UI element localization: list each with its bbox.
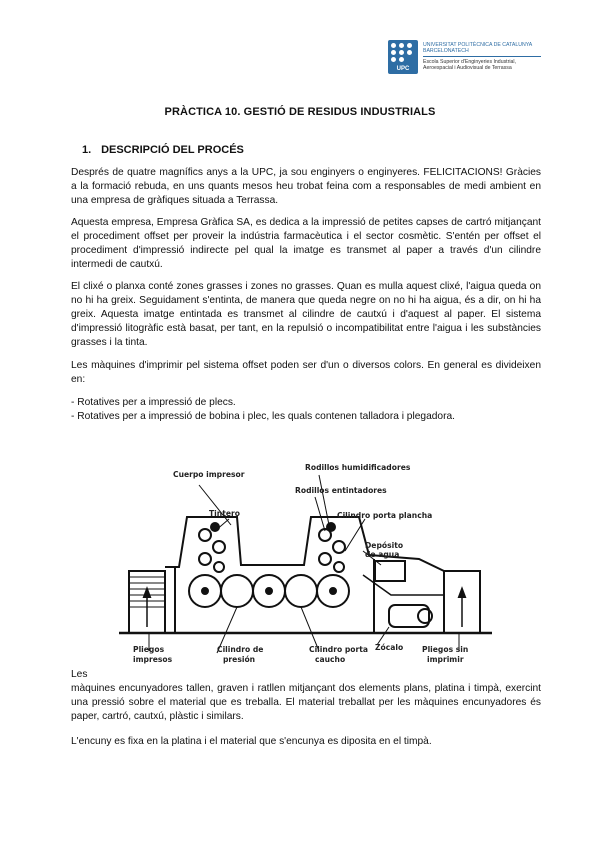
logo-barcelonatech: BARCELONATECH — [423, 48, 469, 54]
paragraph-intro: Després de quatre magnífics anys a la UPC, ja sou enginyers o enginyeres. FELICITACIONS! Gràcies a la formació rebuda, en uns quants mesos heu trobat feina com a responsables de medi ambient en una empresa de gràfiques situada a Terrassa. — [71, 167, 541, 206]
document-title: PRÀCTICA 10. GESTIÓ DE RESIDUS INDUSTRIALS — [164, 106, 436, 118]
label-cilindro-porta-plancha: Cilindro porta plancha — [337, 511, 433, 520]
machine-types-list — [71, 396, 541, 424]
upc-logo — [388, 40, 548, 76]
label-cuerpo-impresor: Cuerpo impresor — [173, 470, 245, 479]
label-rodillos-humidificadores: Rodillos humidificadores — [305, 463, 411, 472]
list-item: - Rotatives per a impressió de bobina i plec, les quals contenen talladora i plegadora. — [71, 411, 455, 422]
paragraph-machines: Les màquines d'imprimir pel sistema offset poden ser d'un o diversos colors. En general es divideixen en: — [71, 360, 541, 385]
label-rodillos-entintadores: Rodillos entintadores — [295, 486, 387, 495]
label-cilindro-caucho-1: Cilindro porta — [309, 645, 368, 654]
label-cilindro-presion-2: presión — [223, 655, 256, 664]
paragraph-die-fixing: L'encuny es fixa en la platina i el material que s'encunya es diposita en el timpà. — [71, 736, 432, 747]
logo-school-line1: Escola Superior d'Enginyeries Industrial, — [423, 59, 516, 65]
offset-press-diagram — [119, 455, 492, 669]
label-pliegos-sin-imprimir-2: imprimir — [427, 655, 464, 664]
label-cilindro-presion-1: Cilindro de — [217, 645, 264, 654]
label-cilindro-caucho-2: caucho — [315, 655, 346, 664]
paragraph-plate: El clixé o planxa conté zones grasses i zones no grasses. Quan es mulla aquest clixé, l'aigua queda on no hi ha greix. Seguidament s'entinta, de manera que queda negre on no hi ha aigua, és a dir, on hi ha greix. Aquesta imatge entintada es transmet al cilindre de cautxú i d'aquest al paper. El sistema d'impressió litogràfic està basat, per tant, en la repulsió o incompatibilitat entre l'aigua i les substàncies grasses i la tinta. — [71, 281, 541, 348]
section-heading — [82, 144, 244, 156]
logo-school-line2: Aeroespacial i Audiovisual de Terrassa — [423, 65, 512, 71]
list-item: - Rotatives per a impressió de plecs. — [71, 397, 236, 408]
upc-logo-mark-icon — [388, 40, 418, 74]
logo-university-name: UNIVERSITAT POLITÈCNICA DE CATALUNYA — [423, 42, 533, 48]
section-title: DESCRIPCIÓ DEL PROCÉS — [101, 144, 244, 156]
label-tintero: Tintero — [209, 509, 240, 518]
label-pliegos-impresos-2: impresos — [133, 655, 173, 664]
label-pliegos-impresos-1: Pliegos — [133, 645, 165, 654]
paragraph-company: Aquesta empresa, Empresa Gràfica SA, es dedica a la impressió de petites capses de cartró mitjançant el procediment offset per proveir la indústria farmacèutica i el sector cosmètic. S'entén per offset el procediment d'impressió indirecte pel qual la imatge es transmet al paper a través d'un cilindre intermedi de cautxú. — [71, 217, 541, 270]
logo-abbrev: UPC — [396, 66, 410, 72]
section-number: 1. — [82, 144, 92, 156]
label-deposito-2: de agua — [365, 550, 400, 559]
label-pliegos-sin-imprimir-1: Pliegos sin — [422, 645, 469, 654]
label-zocalo: Zócalo — [375, 643, 404, 652]
label-deposito-1: Depósito — [365, 541, 404, 550]
logo-divider — [423, 56, 541, 57]
paragraph-die-cutting: Les màquines encunyadores tallen, graven i ratllen mitjançant dos elements plans, platina i timpà, exercint una pressió sobre el material que es treballa. El material treballat per les màquines encunyadores és paper, cartró, cautxú, plàstic i similars. — [71, 669, 541, 722]
